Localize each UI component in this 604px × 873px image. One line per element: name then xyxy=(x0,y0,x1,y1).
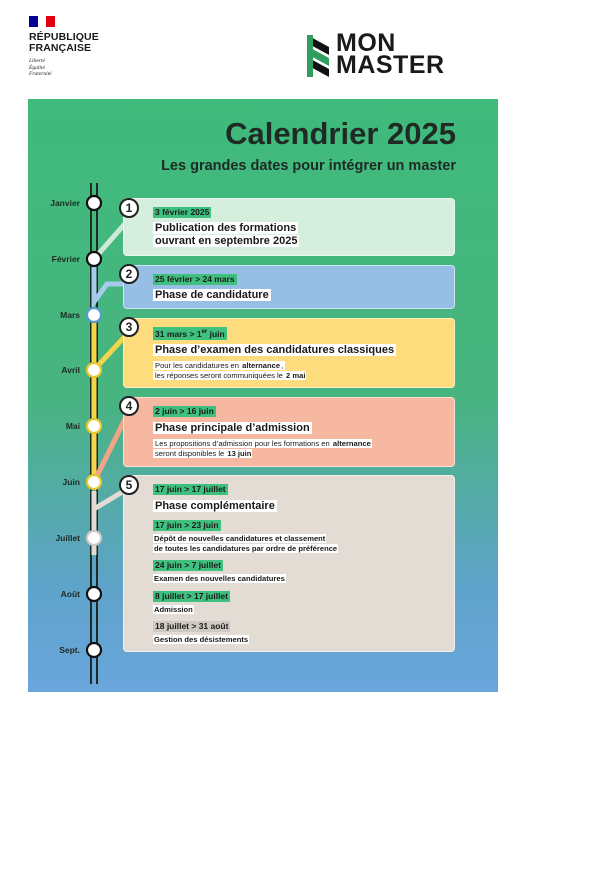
station-janvier xyxy=(87,196,101,210)
phase-4-note1-pre: Les propositions d’admission pour les formations en xyxy=(155,439,332,448)
phase-3-note-line1 xyxy=(153,361,285,370)
phase-3-note xyxy=(153,361,306,381)
phase-5-step1-dates: 17 juin > 23 juin xyxy=(155,520,219,530)
station-fevrier xyxy=(87,252,101,266)
phase-3-title xyxy=(153,344,396,357)
station-avril xyxy=(87,363,101,377)
republic-line1: RÉPUBLIQUE xyxy=(29,31,99,43)
phase-4-note2-pre: seront disponibles le xyxy=(155,449,227,458)
phase-4-title xyxy=(153,422,312,435)
poster-subtitle: Les grandes dates pour intégrer un master xyxy=(161,158,456,174)
phase-3-dates-post: juin xyxy=(207,328,225,339)
phase-5-step4-dates: 18 juillet > 31 août xyxy=(155,621,229,631)
phase-2-card xyxy=(123,265,455,309)
phase-5-step1-line1: Dépôt de nouvelles candidatures et classement xyxy=(154,534,326,543)
phase-1-card xyxy=(123,198,455,256)
republic-motto xyxy=(29,58,52,78)
phase-1-title-line1: Publication des formations xyxy=(155,222,297,234)
phase-4-note2-bold: 13 juin xyxy=(227,449,252,458)
motto-fraternite: Fraternité xyxy=(29,71,52,77)
phase-4-title-text: Phase principale d’admission xyxy=(155,422,310,434)
month-label-juin: Juin xyxy=(62,477,80,487)
phase-2-number: 2 xyxy=(119,264,139,284)
republic-line2: FRANÇAISE xyxy=(29,42,92,54)
station-mars xyxy=(87,308,101,322)
calendar-poster xyxy=(28,99,498,692)
month-label-juillet: Juillet xyxy=(55,533,80,543)
phase-5-title-text: Phase complémentaire xyxy=(155,500,275,512)
phase-2-title-text: Phase de candidature xyxy=(155,289,269,301)
phase-1-title-line2: ouvrant en septembre 2025 xyxy=(155,235,298,247)
phase-5-step4-text xyxy=(153,635,249,645)
phase-3-dates-pre: 31 mars > 1 xyxy=(155,328,202,339)
brand-line2: MASTER xyxy=(336,51,445,79)
mon-master-wordmark xyxy=(336,29,445,79)
phase-3-dates xyxy=(153,327,227,340)
station-septembre xyxy=(87,643,101,657)
phase-1-number: 1 xyxy=(119,198,139,218)
phase-3-number: 3 xyxy=(119,317,139,337)
phase-1-dates: 3 février 2025 xyxy=(155,207,210,217)
phase-4-dates: 2 juin > 16 juin xyxy=(155,406,214,416)
phase-3-note1-bold: alternance xyxy=(242,361,281,370)
mon-master-logo-icon xyxy=(307,35,329,77)
month-label-janvier: Janvier xyxy=(50,198,80,208)
phase-2-dates: 25 février > 24 mars xyxy=(155,274,235,284)
phase-3-note2-pre: les réponses seront communiquées le xyxy=(155,371,286,380)
phase-5-step3-line1: Admission xyxy=(154,605,193,614)
phase-5-step3-text xyxy=(153,605,194,615)
phase-3-note2-bold: 2 mai xyxy=(286,371,306,380)
phase-5-step3-dates: 8 juillet > 17 juillet xyxy=(155,591,228,601)
month-label-septembre: Sept. xyxy=(59,645,80,655)
phase-5-title xyxy=(153,500,277,513)
phase-1-title xyxy=(153,222,299,248)
phase-3-note-line2 xyxy=(153,371,306,380)
month-label-avril: Avril xyxy=(61,365,80,375)
month-label-mai: Mai xyxy=(65,421,80,431)
phase-3-dates-sup: er xyxy=(201,329,208,335)
phase-3-card xyxy=(123,318,455,388)
republique-francaise-logo xyxy=(29,32,99,54)
motto-egalite: Égalité xyxy=(29,64,45,71)
brand-line1: MON xyxy=(336,29,396,57)
motto-liberte: Liberté xyxy=(29,58,45,64)
phase-5-number: 5 xyxy=(119,475,139,495)
phase-2-title xyxy=(153,289,271,302)
phase-5-step2-dates: 24 juin > 7 juillet xyxy=(155,560,221,570)
phase-5-step2-line1: Examen des nouvelles candidatures xyxy=(154,574,285,583)
phase-5-step2-text xyxy=(153,574,286,584)
phase-3-note1-pre: Pour les candidatures en xyxy=(155,361,242,370)
phase-3-note1-post: , xyxy=(281,361,284,370)
month-label-fevrier: Février xyxy=(51,254,80,264)
phase-4-card xyxy=(123,397,455,467)
phase-4-note1-bold: alternance xyxy=(332,439,371,448)
station-aout xyxy=(87,587,101,601)
station-juin xyxy=(87,475,101,489)
phase-5-step1-text xyxy=(153,534,338,554)
month-label-aout: Août xyxy=(60,589,80,599)
station-juillet xyxy=(87,531,101,545)
month-label-mars: Mars xyxy=(60,310,80,320)
phase-4-note xyxy=(153,439,372,459)
poster-title: Calendrier 2025 xyxy=(225,116,456,151)
phase-4-number: 4 xyxy=(119,396,139,416)
phase-5-dates: 17 juin > 17 juillet xyxy=(155,484,226,494)
phase-4-note-line2 xyxy=(153,449,252,458)
station-mai xyxy=(87,419,101,433)
phase-4-note-line1 xyxy=(153,439,372,448)
phase-5-step1-line2: de toutes les candidatures par ordre de préférence xyxy=(154,544,338,553)
phase-5-card xyxy=(123,475,455,652)
phase-3-title-text: Phase d’examen des candidatures classiques xyxy=(155,344,395,356)
phase-5-step4-line1: Gestion des désistements xyxy=(154,635,249,644)
french-flag-icon xyxy=(29,16,55,27)
